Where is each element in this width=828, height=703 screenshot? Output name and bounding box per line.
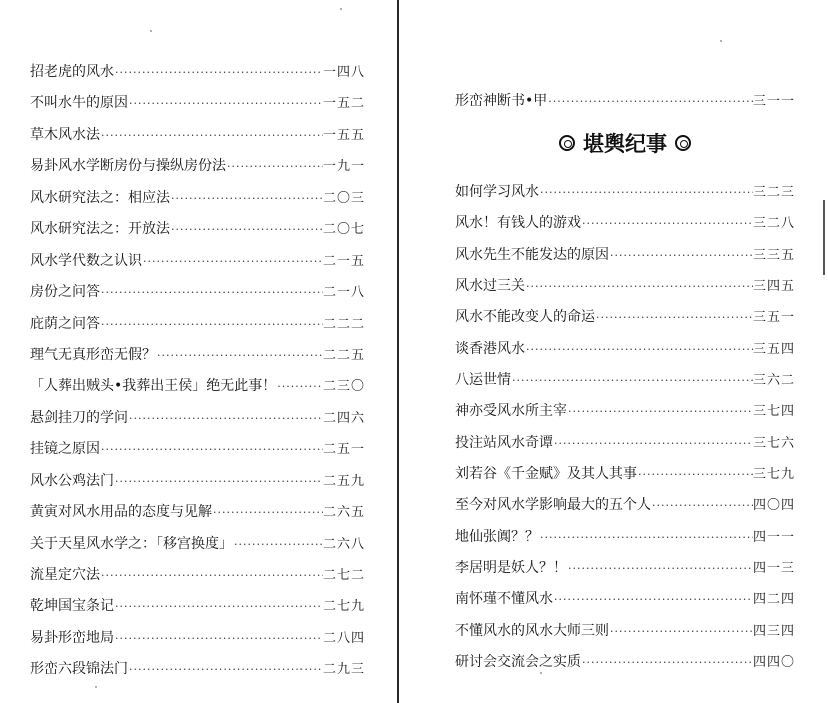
toc-entry-title: 风水先生不能发达的原因	[455, 246, 609, 263]
dot-leader	[100, 281, 323, 305]
toc-entry-title: 挂镜之原因	[30, 441, 100, 458]
dot-leader	[100, 438, 323, 462]
toc-entry-page-number: 四三四	[752, 623, 795, 639]
dot-leader	[567, 400, 753, 424]
toc-entry[interactable]	[455, 180, 795, 211]
scan-speck	[540, 672, 542, 674]
dot-leader	[142, 250, 323, 274]
toc-entry-title: 不懂风水的风水大师三则	[455, 622, 609, 639]
scan-speck	[150, 30, 152, 32]
toc-entry[interactable]	[30, 312, 365, 343]
toc-entry-page-number: 二三〇	[322, 379, 365, 395]
toc-entry-title: 乾坤国宝条记	[30, 598, 114, 615]
toc-entry-title: 房份之问答	[30, 284, 100, 301]
toc-entry-title: 南怀瑾不懂风水	[455, 591, 553, 608]
toc-entry[interactable]	[30, 532, 365, 563]
left-page-toc	[30, 60, 365, 689]
dot-leader	[539, 526, 753, 550]
toc-entry[interactable]	[30, 91, 365, 122]
toc-entry-page-number: 三七九	[752, 467, 795, 483]
toc-entry-page-number: 四〇四	[752, 498, 795, 514]
toc-entry-page-number: 三七六	[752, 435, 795, 451]
scan-speck	[720, 40, 722, 42]
toc-entry-title: 风水！有钱人的游戏	[455, 215, 581, 232]
toc-entry-page-number: 二〇三	[322, 190, 365, 206]
dot-leader	[114, 627, 323, 651]
toc-entry[interactable]	[455, 556, 795, 587]
toc-entry-title: 易卦风水学断房份与操纵房份法	[30, 158, 226, 175]
toc-entry-page-number: 三五四	[752, 341, 795, 357]
toc-entry[interactable]	[455, 431, 795, 462]
toc-entry-page-number: 四四〇	[752, 655, 795, 671]
toc-entry-page-number: 一五二	[322, 96, 365, 112]
dot-leader	[553, 432, 753, 456]
dot-leader	[114, 470, 323, 494]
right-page-toc	[455, 180, 795, 682]
dot-leader	[100, 564, 323, 588]
toc-entry[interactable]	[455, 368, 795, 399]
toc-entry-title: 「人葬出贼头•我葬出王侯」绝无此事！	[30, 378, 277, 395]
toc-entry-page-number: 一五五	[322, 127, 365, 143]
toc-entry[interactable]	[30, 60, 365, 91]
toc-entry-page-number: 一九一	[322, 159, 365, 175]
toc-entry[interactable]	[455, 493, 795, 524]
toc-entry[interactable]	[455, 211, 795, 242]
toc-entry-title: 关于天星风水学之：「移宫换度」	[30, 535, 233, 552]
toc-entry-title: 如何学习风水	[455, 184, 539, 200]
toc-entry-page-number: 三一一	[752, 94, 795, 109]
scan-speck	[95, 686, 97, 688]
dot-leader	[276, 375, 323, 399]
toc-entry[interactable]	[30, 154, 365, 185]
page-gutter	[397, 0, 399, 703]
toc-entry[interactable]	[455, 274, 795, 305]
dot-leader	[114, 61, 323, 85]
toc-entry[interactable]	[30, 186, 365, 217]
toc-entry-page-number: 二八四	[322, 630, 365, 646]
toc-entry-page-number: 三七四	[752, 404, 795, 420]
toc-entry[interactable]	[455, 243, 795, 274]
right-page-top-toc	[455, 89, 795, 120]
toc-entry[interactable]	[455, 89, 795, 120]
toc-entry-title: 谈香港风水	[455, 340, 525, 357]
toc-entry-page-number: 三六二	[752, 373, 795, 389]
toc-entry-page-number: 二五九	[322, 473, 365, 489]
toc-entry[interactable]	[30, 343, 365, 374]
dot-leader	[609, 244, 753, 268]
toc-entry-title: 招老虎的风水	[30, 64, 114, 80]
toc-entry-title: 风水研究法之：相应法	[30, 189, 170, 206]
toc-entry-title: 风水学代数之认识	[30, 252, 142, 269]
dot-leader	[581, 651, 753, 675]
dot-leader	[128, 658, 323, 682]
dot-leader	[170, 218, 323, 242]
toc-entry[interactable]	[455, 650, 795, 681]
dot-leader	[539, 181, 753, 205]
toc-entry-page-number: 二六五	[322, 505, 365, 521]
toc-entry-title: 八运世情	[455, 372, 511, 389]
page-edge-mark	[823, 200, 825, 275]
dot-leader	[595, 306, 753, 330]
toc-entry-page-number: 二〇七	[322, 222, 365, 238]
toc-entry-title: 刘若谷《千金赋》及其人其事	[455, 466, 637, 483]
dot-leader	[637, 463, 753, 487]
toc-entry[interactable]	[30, 563, 365, 594]
toc-entry-title: 悬剑挂刀的学问	[30, 409, 128, 426]
dot-leader	[609, 620, 753, 644]
toc-entry[interactable]	[30, 217, 365, 248]
dot-leader	[567, 557, 753, 581]
section-heading	[455, 129, 795, 159]
dot-leader	[100, 313, 323, 337]
toc-entry[interactable]	[30, 500, 365, 531]
toc-entry-page-number: 二九三	[322, 662, 365, 678]
toc-entry-page-number: 二二二	[322, 316, 365, 332]
toc-entry-page-number: 三四五	[752, 279, 795, 295]
toc-entry-page-number: 四一一	[752, 529, 795, 545]
toc-entry-page-number: 二一五	[322, 253, 365, 269]
dot-leader	[212, 501, 323, 525]
toc-entry[interactable]	[30, 406, 365, 437]
circle-bullet-icon	[675, 135, 691, 151]
toc-entry-page-number: 二四六	[322, 410, 365, 426]
scan-speck	[340, 8, 342, 10]
toc-entry-title: 地仙张阗？？	[455, 528, 539, 545]
dot-leader	[226, 155, 323, 179]
dot-leader	[581, 212, 753, 236]
toc-entry-title: 神亦受风水所主宰	[455, 403, 567, 420]
toc-entry-title: 投注站风水奇谭	[455, 434, 553, 451]
toc-entry-title: 研讨会交流会之实质	[455, 654, 581, 671]
dot-leader	[511, 369, 753, 393]
toc-entry-title: 庇荫之问答	[30, 315, 100, 332]
toc-entry-page-number: 二一八	[322, 285, 365, 301]
toc-entry-page-number: 二七二	[322, 568, 365, 583]
toc-entry[interactable]	[30, 374, 365, 405]
toc-entry-title: 风水公鸡法门	[30, 472, 114, 489]
toc-entry[interactable]	[30, 280, 365, 311]
toc-entry-page-number: 二五一	[322, 442, 365, 458]
toc-entry-page-number: 四一三	[752, 561, 795, 577]
dot-leader	[128, 92, 323, 116]
toc-entry-title: 形峦六段锦法门	[30, 661, 128, 678]
toc-entry-title: 草木风水法	[30, 126, 100, 143]
toc-entry-title: 黄寅对风水用品的态度与见解	[30, 504, 212, 521]
dot-leader	[525, 275, 753, 299]
dot-leader	[156, 344, 323, 368]
toc-entry[interactable]	[455, 399, 795, 430]
toc-entry-page-number: 三五一	[752, 310, 795, 326]
toc-entry-page-number: 三二八	[752, 216, 795, 232]
dot-leader	[100, 124, 323, 148]
dot-leader	[553, 588, 753, 612]
toc-entry[interactable]	[455, 305, 795, 336]
toc-entry-title: 风水研究法之：开放法	[30, 221, 170, 238]
toc-entry[interactable]	[30, 249, 365, 280]
toc-entry-title: 理气无真形峦无假？	[30, 346, 156, 363]
toc-entry-title: 风水不能改变人的命运	[455, 309, 595, 326]
dot-leader	[525, 338, 753, 362]
toc-entry[interactable]	[30, 594, 365, 625]
section-heading-text: 堪舆纪事	[583, 132, 667, 156]
toc-entry-title: 形峦神断书•甲	[455, 93, 548, 109]
dot-leader	[547, 90, 753, 114]
toc-entry-title: 不叫水牛的原因	[30, 95, 128, 112]
dot-leader	[114, 595, 323, 619]
toc-entry[interactable]	[30, 123, 365, 154]
toc-entry-title: 李居明是妖人？！	[455, 560, 567, 577]
toc-entry-page-number: 三三五	[752, 247, 795, 263]
toc-entry[interactable]	[455, 619, 795, 650]
toc-entry[interactable]	[455, 525, 795, 556]
toc-entry-page-number: 二七九	[322, 599, 365, 615]
toc-entry[interactable]	[455, 587, 795, 618]
toc-entry-page-number: 一四八	[322, 65, 365, 80]
dot-leader	[170, 187, 323, 211]
dot-leader	[651, 494, 753, 518]
toc-entry-title: 风水过三关	[455, 278, 525, 295]
toc-entry-title: 易卦形峦地局	[30, 629, 114, 646]
dot-leader	[233, 533, 323, 557]
toc-entry-page-number: 二二五	[322, 347, 365, 363]
toc-entry[interactable]	[455, 337, 795, 368]
toc-entry[interactable]	[455, 462, 795, 493]
toc-entry[interactable]	[30, 437, 365, 468]
toc-entry-page-number: 二六八	[322, 536, 365, 552]
scan-speck	[300, 668, 302, 670]
toc-entry-page-number: 四二四	[752, 592, 795, 608]
toc-entry[interactable]	[30, 626, 365, 657]
toc-entry[interactable]	[30, 469, 365, 500]
toc-entry-title: 至今对风水学影响最大的五个人	[455, 497, 651, 514]
dot-leader	[128, 407, 323, 431]
toc-entry-page-number: 三二三	[752, 185, 795, 200]
toc-entry-title: 流星定穴法	[30, 567, 100, 583]
circle-bullet-icon	[559, 135, 575, 151]
toc-entry[interactable]	[30, 657, 365, 688]
